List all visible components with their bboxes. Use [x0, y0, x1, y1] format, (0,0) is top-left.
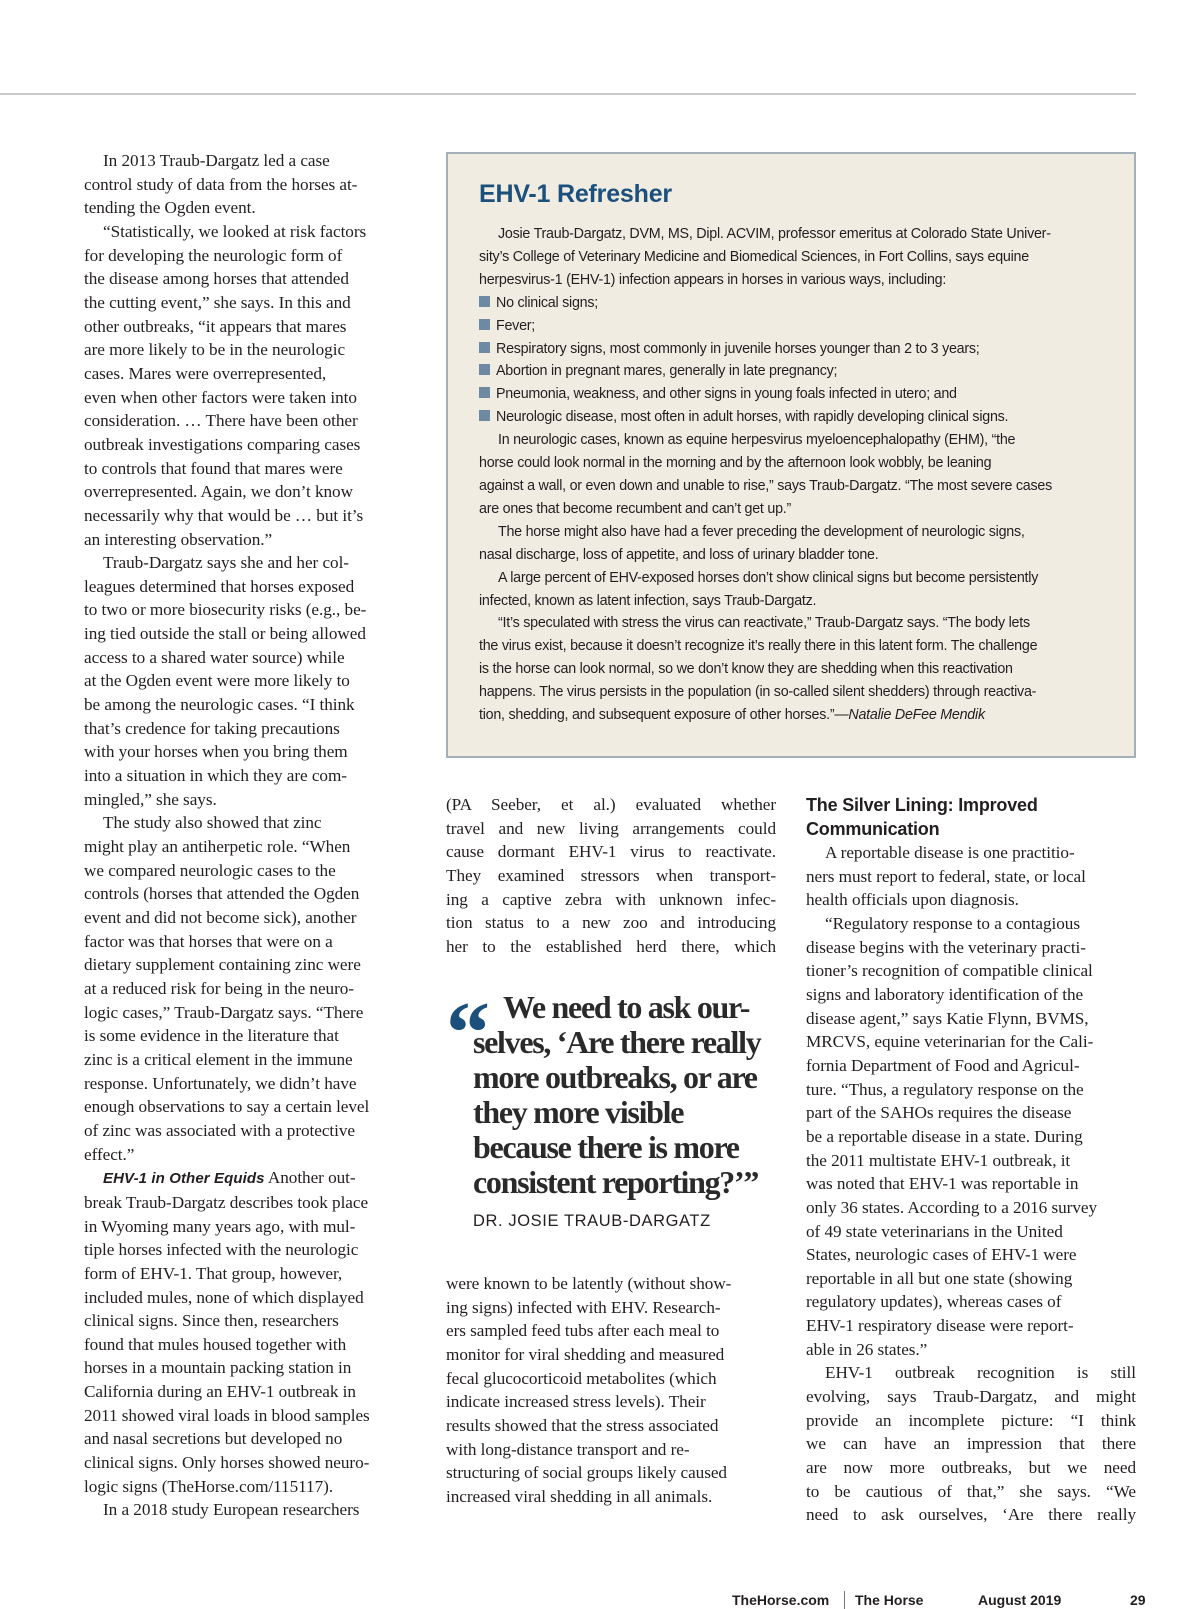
- footer-site: TheHorse.com: [732, 1592, 830, 1608]
- article-column-2-top: [446, 793, 776, 959]
- list-item: Respiratory signs, most commonly in juvenile horses younger than 2 to 3 years;: [479, 338, 1108, 361]
- paragraph: A reportable disease is one practitio- ners must report to federal, state, or local health officials upon diagnosis.: [806, 843, 1086, 910]
- paragraph: EHV-1 outbreak recognition is still evolving, says Traub-Dargatz, and might provide an incomplete picture: “I think we can have an impression that there are now more outbreaks, but we need to be cautious of that,” she says. “We need to ask ourselves, ‘Are there really: [806, 1363, 1136, 1525]
- footer-date: August 2019: [978, 1592, 1062, 1608]
- footer-divider: [844, 1591, 845, 1609]
- paragraph: In a 2018 study European researchers: [103, 1500, 360, 1520]
- byline: —Natalie DeFee Mendik: [834, 707, 985, 724]
- list-item: No clinical signs;: [479, 292, 1108, 315]
- sidebar-paragraph: The horse might also have had a fever preceding the development of neurologic signs, nasal discharge, loss of appetite, and loss of urinary bladder tone.: [479, 523, 1025, 563]
- section-subhead: The Silver Lining: Improved Communication: [806, 795, 1038, 839]
- runin-head: EHV-1 in Other Equids: [103, 1170, 265, 1188]
- sidebar-intro: Josie Traub-Dargatz, DVM, MS, Dipl. ACVIM, professor emeritus at Colorado State Univer- sity’s College of Veterinary Medicine and Biomedical Sciences, in Fort Collins, says equine herpesvirus-1 (EHV-1) infection appears in horses in various ways, including:: [479, 226, 1051, 288]
- paragraph: In 2013 Traub-Dargatz led a case control study of data from the horses at- tending the Ogden event.: [84, 151, 358, 218]
- paragraph: “Statistically, we looked at risk factors for developing the neurologic form of the disease among horses that attended the cutting event,” she says. In this and other outbreaks, “it appears that mares are more likely to be in the neurologic cases. Mares were overrepresented, even when other factors were taken into consideration. … There have been other outbreak investigations comparing cases to controls that found that mares were overrepresented. Again, we don’t know necessarily why that would be … but it’s an interesting observation.”: [84, 221, 367, 549]
- article-column-1: [84, 149, 414, 1522]
- paragraph: Traub-Dargatz says she and her col- leagues determined that horses exposed to two or more biosecurity risks (e.g., be- ing tied outside the stall or being allowed access to a shared water source) while at the Ogden event were more likely to be among the neurologic cases. “I think that’s credence for taking precautions with your horses when you bring them into a situation in which they are com- mingled,” she says.: [84, 553, 367, 809]
- article-column-2-bottom: [446, 1272, 776, 1509]
- square-bullet-icon: [479, 319, 490, 330]
- pull-quote-text: We need to ask our- selves, ‘Are there really more outbreaks, or are they more visible because there is more consistent reporting?’”: [473, 989, 761, 1200]
- sidebar-paragraph: In neurologic cases, known as equine herpesvirus myeloencephalopathy (EHM), “the horse could look normal in the morning and by the afternoon look wobbly, be leaning against a wall, or even down and unable to rise,” says Traub-Dargatz. “The most severe cases are ones that become recumbent and can’t get up.”: [479, 432, 1052, 517]
- sidebar-paragraph: “It’s speculated with stress the virus can reactivate,” Traub-Dargatz says. “The body lets the virus exist, because it doesn’t recognize it’s really there in this latent form. The challenge is the horse can look normal, so we don’t know they are shedding when this reactivation happens. The virus persists in the population (in so-called silent shedders) through reactiva- tion, shedding, and subsequent exposure of other horses.”—Natalie DeFee Mendik: [479, 615, 1038, 724]
- square-bullet-icon: [479, 296, 490, 307]
- header-rule: [0, 93, 1136, 95]
- sidebar-box: [446, 152, 1136, 758]
- list-item: Neurologic disease, most often in adult horses, with rapidly developing clinical signs.: [479, 406, 1108, 429]
- quote-mark-icon: “: [446, 985, 484, 1082]
- pull-quote-attribution: DR. JOSIE TRAUB-DARGATZ: [473, 1212, 711, 1230]
- pull-quote: [446, 985, 786, 1231]
- page-number: 29: [1130, 1592, 1146, 1608]
- article-column-3: [806, 793, 1136, 1527]
- runin-paragraph: [84, 1166, 414, 1498]
- paragraph: The study also showed that zinc might play an antiherpetic role. “When we compared neurologic cases to the controls (horses that attended the Ogden event and did not become sick), another factor was that horses that were on a dietary supplement containing zinc were at a reduced risk for being in the neuro- logic cases,” Traub-Dargatz says. “There is some evidence in the literature that zinc is a critical element in the immune response. Unfortunately, we didn’t have enough observations to say a certain level of zinc was associated with a protective effect.”: [84, 813, 370, 1164]
- paragraph: (PA Seeber, et al.) evaluated whether travel and new living arrangements could cause dormant EHV-1 virus to reactivate. They examined stressors when transport- ing a captive zebra with unknown infec- tion status to a new zoo and introducing her to the established herd there, which: [446, 795, 776, 956]
- square-bullet-icon: [479, 342, 490, 353]
- paragraph: were known to be latently (without show- ing signs) infected with EHV. Research- ers sampled feed tubs after each meal to monitor for viral shedding and measured fecal glucocorticoid metabolites (which indicate increased stress levels). Their results showed that the stress associated with long-distance transport and re- structuring of social groups likely caused increased viral shedding in all animals.: [446, 1274, 732, 1506]
- paragraph: “Regulatory response to a contagious disease begins with the veterinary practi- tioner’s recognition of compatible clinical signs and laboratory identification of the disease agent,” says Katie Flynn, BVMS, MRCVS, equine veterinarian for the Cali- fornia Department of Food and Agricul- ture. “Thus, a regulatory response on the part of the SAHOs requires the disease be a reportable disease in a state. During the 2011 multistate EHV-1 outbreak, it was noted that EHV-1 was reportable in only 36 states. According to a 2016 survey of 49 state veterinarians in the United States, neurologic cases of EHV-1 were reportable in all but one state (showing regulatory updates), whereas cases of EHV-1 respiratory disease were report- able in 26 states.”: [806, 913, 1097, 1359]
- footer-magazine: The Horse: [855, 1592, 924, 1608]
- list-item: Fever;: [479, 315, 1108, 338]
- square-bullet-icon: [479, 387, 490, 398]
- runin-body: Another out- break Traub-Dargatz describes took place in Wyoming many years ago, with mul- tiple horses infected with the neurologic form of EHV-1. That group, however, included mules, none of which displayed clinical signs. Since then, researchers found that mules housed together with horses in a mountain packing station in California during an EHV-1 outbreak in 2011 showed viral loads in blood samples and nasal secretions but developed no clinical signs. Only horses showed neuro- logic signs (TheHorse.com/115117).: [84, 1168, 370, 1496]
- sidebar-title: EHV-1 Refresher: [479, 180, 672, 208]
- sidebar-bullet-list: [479, 292, 1108, 429]
- sidebar-paragraph: A large percent of EHV-exposed horses don’t show clinical signs but become persistently infected, known as latent infection, says Traub-Dargatz.: [479, 569, 1039, 609]
- square-bullet-icon: [479, 364, 490, 375]
- list-item: Pneumonia, weakness, and other signs in young foals infected in utero; and: [479, 383, 1108, 406]
- list-item: Abortion in pregnant mares, generally in late pregnancy;: [479, 360, 1108, 383]
- square-bullet-icon: [479, 410, 490, 421]
